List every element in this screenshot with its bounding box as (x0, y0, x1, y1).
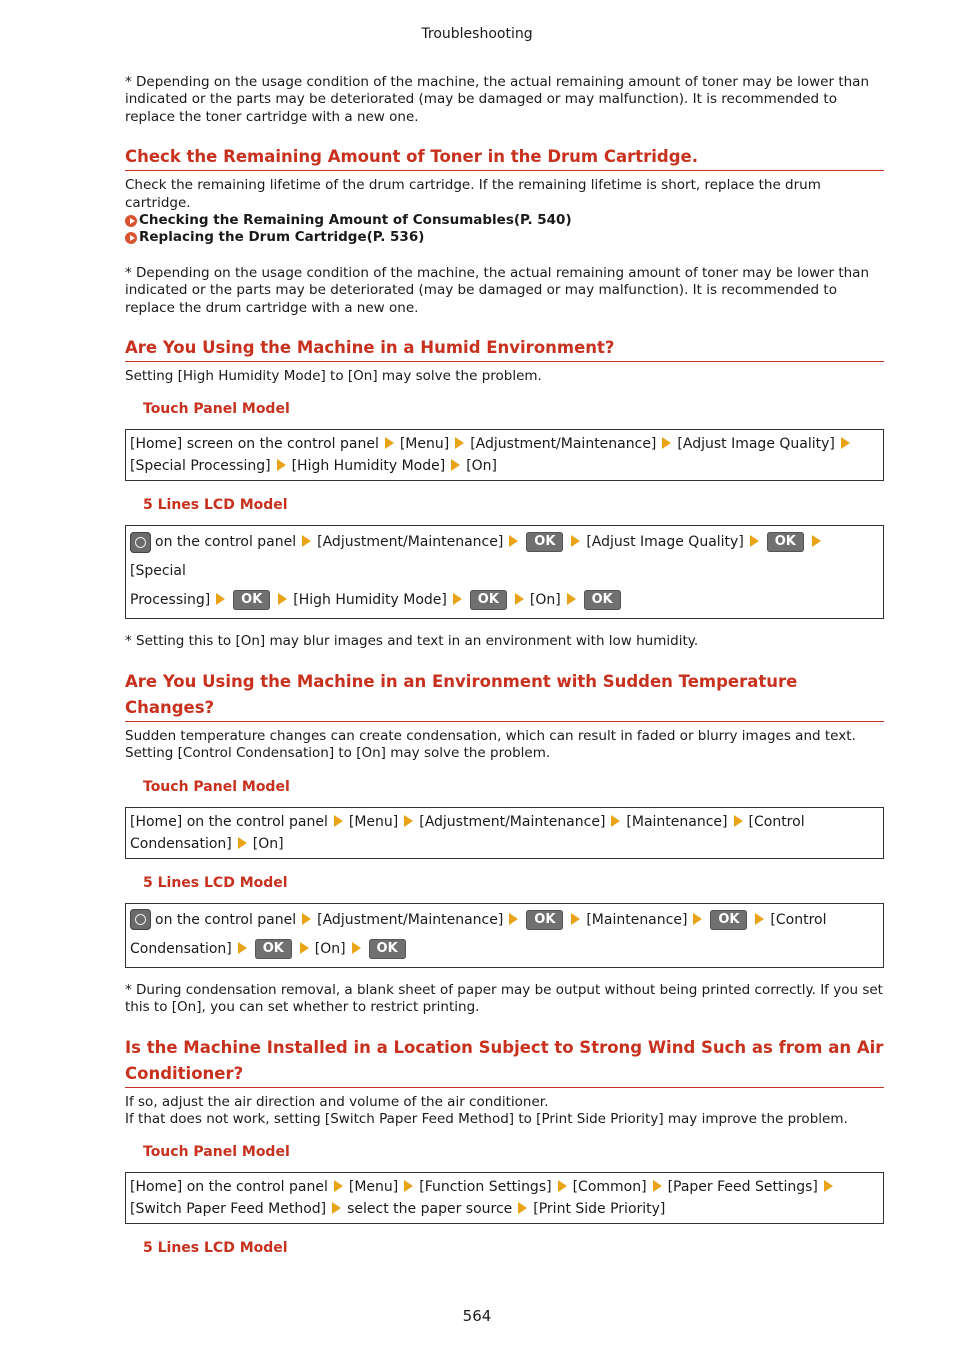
triangle-arrow-icon (693, 913, 702, 925)
circle-arrow-icon (125, 215, 137, 227)
triangle-arrow-icon (611, 815, 620, 827)
step: [Adjustment/Maintenance] (419, 813, 606, 830)
triangle-arrow-icon (518, 1202, 527, 1214)
step: [Special (130, 563, 186, 580)
wind-body-2: If that does not work, setting [Switch Paper Feed Method] to [Print Side Priority] may improve the problem. (125, 1110, 848, 1127)
procedure-box-lcd (125, 525, 884, 619)
touch-panel-label: Touch Panel Model (143, 1144, 290, 1161)
section-heading-wind: Is the Machine Installed in a Location Subject to Strong Wind Such as from an Air Conditioner? (125, 1035, 884, 1088)
triangle-arrow-icon (515, 593, 524, 605)
step: on the control panel (155, 911, 297, 928)
step: [Home] on the control panel (130, 1179, 328, 1196)
step: [Paper Feed Settings] (667, 1179, 818, 1196)
triangle-arrow-icon (385, 437, 394, 449)
triangle-arrow-icon (302, 535, 311, 547)
step: [On] (252, 835, 284, 852)
ok-key-icon: OK (255, 939, 292, 959)
step: [Switch Paper Feed Method] (130, 1201, 327, 1218)
triangle-arrow-icon (451, 459, 460, 471)
step: [Control (770, 911, 827, 928)
step: [Print Side Priority] (533, 1201, 666, 1218)
step: select the paper source (347, 1201, 513, 1218)
triangle-arrow-icon (662, 437, 671, 449)
triangle-arrow-icon (734, 815, 743, 827)
lcd-model-label: 5 Lines LCD Model (143, 874, 288, 891)
step: [High Humidity Mode] (291, 458, 446, 475)
step: [Menu] (348, 1179, 399, 1196)
step: [Home] on the control panel (130, 813, 328, 830)
triangle-arrow-icon (302, 913, 311, 925)
ok-key-icon: OK (710, 910, 747, 930)
triangle-arrow-icon (404, 815, 413, 827)
touch-panel-label: Touch Panel Model (143, 778, 290, 795)
step: [Adjustment/Maintenance] (317, 911, 504, 928)
step: on the control panel (155, 534, 297, 551)
page-content (125, 74, 884, 1258)
triangle-arrow-icon (750, 535, 759, 547)
page-number: 564 (462, 1307, 492, 1325)
link-label[interactable]: Replacing the Drum Cartridge(P. 536) (139, 229, 425, 246)
step: Condensation] (130, 940, 232, 957)
triangle-arrow-icon (352, 942, 361, 954)
section-heading-humid: Are You Using the Machine in a Humid Environment? (125, 335, 884, 362)
ok-key-icon: OK (369, 939, 406, 959)
triangle-arrow-icon (300, 942, 309, 954)
triangle-arrow-icon (238, 942, 247, 954)
triangle-arrow-icon (216, 593, 225, 605)
temp-body-1: Sudden temperature changes can create condensation, which can result in faded or blurry images and text. (125, 727, 856, 744)
ok-key-icon: OK (470, 590, 507, 610)
step: [Common] (572, 1179, 647, 1196)
triangle-arrow-icon (571, 913, 580, 925)
triangle-arrow-icon (277, 459, 286, 471)
triangle-arrow-icon (567, 593, 576, 605)
procedure-box-touch (125, 1172, 884, 1224)
triangle-arrow-icon (332, 1202, 341, 1214)
temp-note: * During condensation removal, a blank sheet of paper may be output without being printed correctly. If you set this to [On], you can set whether to restrict printing. (125, 981, 883, 1016)
step: [Menu] (348, 813, 399, 830)
triangle-arrow-icon (278, 593, 287, 605)
triangle-arrow-icon (238, 837, 247, 849)
home-key-icon (130, 532, 151, 553)
temp-body-2: Setting [Control Condensation] to [On] may solve the problem. (125, 745, 551, 762)
step: [Maintenance] (586, 911, 688, 928)
wind-body-1: If so, adjust the air direction and volume of the air conditioner. (125, 1093, 549, 1110)
lcd-model-label: 5 Lines LCD Model (143, 1240, 288, 1257)
step: Processing] (130, 592, 211, 609)
triangle-arrow-icon (653, 1180, 662, 1192)
running-header: Troubleshooting (421, 26, 533, 42)
step: [Function Settings] (419, 1179, 552, 1196)
triangle-arrow-icon (334, 815, 343, 827)
step: [Adjust Image Quality] (677, 436, 835, 453)
link-replacing-drum[interactable] (125, 229, 884, 246)
section-heading-drum: Check the Remaining Amount of Toner in the Drum Cartridge. (125, 144, 884, 171)
triangle-arrow-icon (509, 913, 518, 925)
step: [Maintenance] (626, 813, 728, 830)
ok-key-icon: OK (767, 532, 804, 552)
triangle-arrow-icon (453, 593, 462, 605)
link-label[interactable]: Checking the Remaining Amount of Consumables(P. 540) (139, 212, 572, 229)
ok-key-icon: OK (233, 590, 270, 610)
humid-note: * Setting this to [On] may blur images and text in an environment with low humidity. (125, 633, 699, 650)
step: [On] (529, 592, 561, 609)
humid-body: Setting [High Humidity Mode] to [On] may solve the problem. (125, 368, 542, 385)
step: [Home] screen on the control panel (130, 436, 379, 453)
triangle-arrow-icon (571, 535, 580, 547)
triangle-arrow-icon (558, 1180, 567, 1192)
step: [Menu] (399, 436, 450, 453)
section-heading-temperature: Are You Using the Machine in an Environment with Sudden Temperature Changes? (125, 669, 884, 722)
procedure-box-touch (125, 807, 884, 859)
ok-key-icon: OK (526, 532, 563, 552)
triangle-arrow-icon (509, 535, 518, 547)
triangle-arrow-icon (404, 1180, 413, 1192)
procedure-box-lcd (125, 903, 884, 968)
step: [Control Condensation] (130, 813, 805, 852)
ok-key-icon: OK (526, 910, 563, 930)
ok-key-icon: OK (584, 590, 621, 610)
home-key-icon (130, 909, 151, 930)
drum-body: Check the remaining lifetime of the drum cartridge. If the remaining lifetime is short, replace the drum cartridge. (125, 177, 821, 211)
lcd-model-label: 5 Lines LCD Model (143, 497, 288, 514)
step: [Adjustment/Maintenance] (470, 436, 657, 453)
step: [High Humidity Mode] (293, 592, 447, 609)
triangle-arrow-icon (755, 913, 764, 925)
procedure-box-touch (125, 429, 884, 481)
touch-panel-label: Touch Panel Model (143, 401, 290, 418)
link-checking-consumables[interactable] (125, 212, 884, 229)
toner-note: * Depending on the usage condition of the machine, the actual remaining amount of toner may be lower than indicated or the parts may be deteriorated (may be damaged or may malfunction). It is recommended to replace the toner cartridge with a new one. (125, 74, 869, 125)
step: [Special Processing] (130, 458, 271, 475)
triangle-arrow-icon (812, 535, 821, 547)
drum-note: * Depending on the usage condition of the machine, the actual remaining amount of toner may be lower than indicated or the parts may be deteriorated (may be damaged or may malfunction). It is recommended to replace the drum cartridge with a new one. (125, 264, 869, 316)
triangle-arrow-icon (455, 437, 464, 449)
triangle-arrow-icon (334, 1180, 343, 1192)
triangle-arrow-icon (824, 1180, 833, 1192)
step: [On] (466, 458, 498, 475)
step: [Adjustment/Maintenance] (317, 534, 504, 551)
triangle-arrow-icon (841, 437, 850, 449)
circle-arrow-icon (125, 232, 137, 244)
step: [Adjust Image Quality] (586, 534, 744, 551)
step: [On] (314, 940, 346, 957)
